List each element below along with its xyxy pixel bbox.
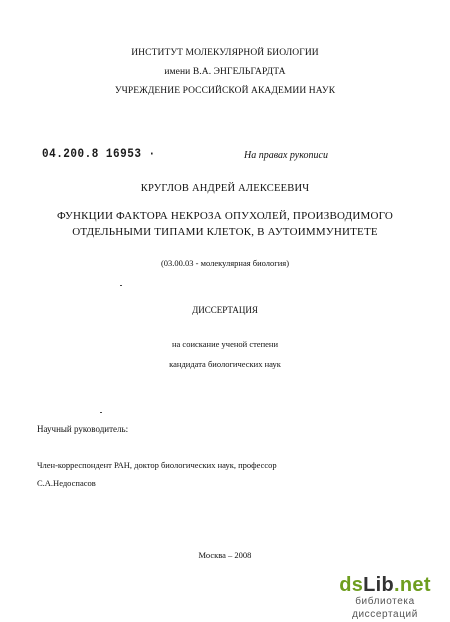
degree-line-2: кандидата биологических наук: [169, 359, 281, 369]
scan-speck: [100, 412, 102, 413]
watermark-tagline: библиотека диссертаций: [352, 596, 418, 620]
thesis-title-line-1: ФУНКЦИИ ФАКТОРА НЕКРОЗА ОПУХОЛЕЙ, ПРОИЗВОДИМОГО: [56, 210, 394, 222]
supervisor-label: Научный руководитель:: [37, 424, 129, 434]
institute-named-after: имени В.А. ЭНГЕЛЬГАРДТА: [164, 67, 286, 77]
manuscript-rights-note: На правах рукописи: [244, 150, 328, 161]
watermark-logo: [326, 575, 444, 595]
work-type: ДИССЕРТАЦИЯ: [192, 305, 258, 315]
degree-line-1: на соискание ученой степени: [171, 339, 278, 349]
watermark-lib: Lib: [363, 574, 395, 596]
watermark-net: .net: [394, 574, 431, 596]
watermark-ds: ds: [339, 574, 364, 596]
scan-speck: [120, 285, 122, 286]
author-name: КРУГЛОВ АНДРЕЙ АЛЕКСЕЕВИЧ: [140, 183, 310, 194]
supervisor-name: С.А.Недоспасов: [37, 478, 96, 488]
dslib-watermark: [326, 575, 444, 621]
supervisor-position: Член-корреспондент РАН, доктор биологических наук, профессор: [37, 460, 277, 470]
city-year: Москва – 2008: [198, 550, 252, 560]
registration-number: 04.200.8 16953 ·: [42, 148, 156, 162]
academy-name: УЧРЕЖДЕНИЕ РОССИЙСКОЙ АКАДЕМИИ НАУК: [114, 86, 336, 96]
thesis-title-line-2: ОТДЕЛЬНЫМИ ТИПАМИ КЛЕТОК, В АУТОИММУНИТЕТЕ: [72, 226, 378, 238]
institute-name: ИНСТИТУТ МОЛЕКУЛЯРНОЙ БИОЛОГИИ: [131, 48, 319, 58]
specialty-code: (03.00.03 - молекулярная биология): [160, 258, 290, 268]
